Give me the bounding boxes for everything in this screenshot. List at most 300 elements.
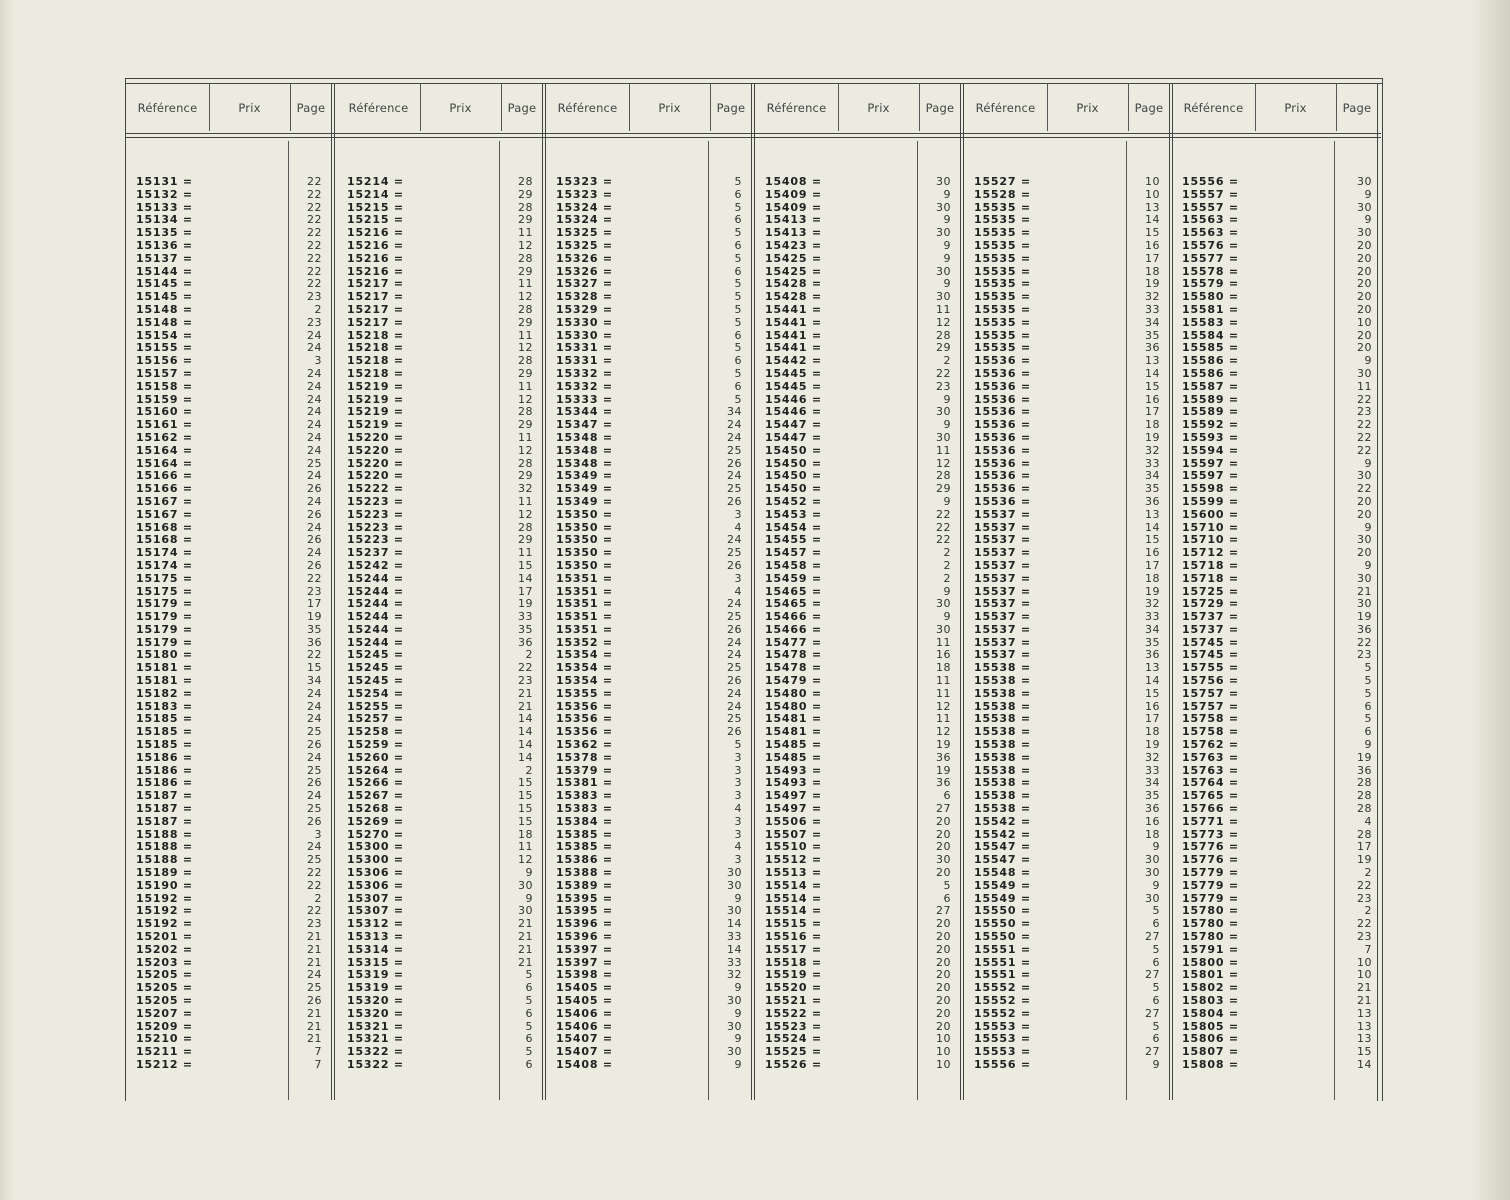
table-row: [755, 752, 961, 765]
table-row: [126, 611, 332, 624]
page-number: 9: [943, 213, 951, 227]
page-number: 10: [1145, 187, 1160, 201]
reference-number: 15757 =: [1182, 686, 1239, 700]
reference-number: 15354 =: [556, 661, 613, 675]
page-number: 6: [1152, 1032, 1160, 1046]
page-number: 22: [307, 571, 322, 585]
table-row: [1172, 880, 1378, 893]
reference-number: 15175 =: [136, 584, 193, 598]
table-row: [755, 611, 961, 624]
table-row: [337, 803, 543, 816]
reference-number: 15710 =: [1182, 533, 1239, 547]
reference-number: 15780 =: [1182, 917, 1239, 931]
reference-number: 15600 =: [1182, 507, 1239, 521]
reference-number: 15409 =: [765, 200, 822, 214]
reference-number: 15192 =: [136, 891, 193, 905]
column-group-1: [126, 83, 332, 1100]
reference-number: 15423 =: [765, 238, 822, 252]
reference-number: 15219 =: [347, 392, 404, 406]
page-number: 20: [1357, 328, 1372, 342]
page-number: 19: [1357, 750, 1372, 764]
table-row: [964, 867, 1170, 880]
page-number: 19: [1145, 738, 1160, 752]
table-row: [1172, 624, 1378, 637]
table-row: [546, 176, 752, 189]
page-number: 15: [1145, 379, 1160, 393]
page-number: 13: [1145, 507, 1160, 521]
reference-number: 15805 =: [1182, 1019, 1239, 1033]
reference-number: 15135 =: [136, 226, 193, 240]
reference-number: 15314 =: [347, 942, 404, 956]
table-row: [755, 944, 961, 957]
page-number: 14: [727, 917, 742, 931]
reference-number: 15397 =: [556, 942, 613, 956]
page-number: 21: [307, 955, 322, 969]
row-list: [755, 176, 961, 1072]
reference-number: 15148 =: [136, 315, 193, 329]
page-number: 13: [1357, 1019, 1372, 1033]
page-number: 21: [307, 1019, 322, 1033]
page-number: 14: [1145, 674, 1160, 688]
page-number: 22: [936, 520, 951, 534]
table-row: [126, 1008, 332, 1021]
page-number: 22: [518, 661, 533, 675]
table-row: [964, 509, 1170, 522]
page-number: 12: [518, 507, 533, 521]
reference-number: 15516 =: [765, 930, 822, 944]
reference-number: 15144 =: [136, 264, 193, 278]
table-row: [126, 739, 332, 752]
reference-number: 15168 =: [136, 520, 193, 534]
table-row: [337, 624, 543, 637]
page-number: 16: [1145, 546, 1160, 560]
page-number: 25: [307, 763, 322, 777]
reference-number: 15396 =: [556, 917, 613, 931]
reference-number: 15181 =: [136, 674, 193, 688]
reference-number: 15201 =: [136, 930, 193, 944]
table-row: [546, 624, 752, 637]
reference-number: 15537 =: [974, 546, 1031, 560]
reference-number: 15536 =: [974, 354, 1031, 368]
reference-number: 15220 =: [347, 443, 404, 457]
reference-number: 15219 =: [347, 379, 404, 393]
page-number: 9: [1364, 187, 1372, 201]
reference-number: 15776 =: [1182, 840, 1239, 854]
reference-number: 15219 =: [347, 405, 404, 419]
reference-number: 15450 =: [765, 482, 822, 496]
table-row: [964, 752, 1170, 765]
page-number: 28: [518, 520, 533, 534]
header-divider: [919, 83, 920, 131]
reference-number: 15355 =: [556, 686, 613, 700]
page-number: 36: [1145, 648, 1160, 662]
reference-number: 15480 =: [765, 699, 822, 713]
page-number: 5: [734, 341, 742, 355]
table-row: [1172, 752, 1378, 765]
reference-number: 15356 =: [556, 725, 613, 739]
page-number: 19: [1145, 277, 1160, 291]
reference-number: 15167 =: [136, 507, 193, 521]
reference-number: 15771 =: [1182, 814, 1239, 828]
reference-number: 15327 =: [556, 277, 613, 291]
reference-number: 15190 =: [136, 878, 193, 892]
reference-number: 15536 =: [974, 482, 1031, 496]
table-row: [546, 803, 752, 816]
page-number: 15: [1145, 533, 1160, 547]
page-number: 30: [936, 597, 951, 611]
reference-number: 15405 =: [556, 981, 613, 995]
table-row: [755, 867, 961, 880]
reference-number: 15209 =: [136, 1019, 193, 1033]
reference-number: 15203 =: [136, 955, 193, 969]
reference-number: 15395 =: [556, 891, 613, 905]
reference-number: 15306 =: [347, 866, 404, 880]
reference-number: 15133 =: [136, 200, 193, 214]
reference-number: 15450 =: [765, 443, 822, 457]
page-number: 23: [936, 379, 951, 393]
page-number: 22: [307, 904, 322, 918]
table-row: [1172, 816, 1378, 829]
reference-number: 15264 =: [347, 763, 404, 777]
page-number: 3: [734, 750, 742, 764]
page-number: 23: [1357, 648, 1372, 662]
table-row: [1172, 176, 1378, 189]
page-number: 21: [307, 930, 322, 944]
reference-number: 15166 =: [136, 469, 193, 483]
reference-number: 15326 =: [556, 251, 613, 265]
reference-number: 15552 =: [974, 994, 1031, 1007]
page-number: 24: [727, 597, 742, 611]
page-number: 12: [518, 443, 533, 457]
table-row: [126, 176, 332, 189]
page-number: 33: [727, 955, 742, 969]
reference-number: 15536 =: [974, 392, 1031, 406]
reference-number: 15207 =: [136, 1006, 193, 1020]
page-number: 22: [307, 878, 322, 892]
reference-number: 15244 =: [347, 622, 404, 636]
reference-number: 15385 =: [556, 827, 613, 841]
column-group-4: [755, 83, 961, 1100]
page-number: 5: [734, 366, 742, 380]
page-number: 3: [734, 507, 742, 521]
page-number: 19: [936, 763, 951, 777]
reference-number: 15551 =: [974, 955, 1031, 969]
table-row: [337, 317, 543, 330]
reference-number: 15215 =: [347, 200, 404, 214]
page-number: 12: [936, 725, 951, 739]
page-number: 24: [307, 443, 322, 457]
table-row: [546, 509, 752, 522]
reference-number: 15480 =: [765, 686, 822, 700]
reference-number: 15269 =: [347, 814, 404, 828]
reference-number: 15756 =: [1182, 674, 1239, 688]
table-row: [126, 803, 332, 816]
page-number: 9: [943, 277, 951, 291]
reference-number: 15579 =: [1182, 277, 1239, 291]
reference-number: 15175 =: [136, 571, 193, 585]
page-number: 13: [1145, 200, 1160, 214]
header-reference: Référence: [1183, 101, 1244, 115]
reference-number: 15536 =: [974, 443, 1031, 457]
reference-number: 15244 =: [347, 571, 404, 585]
page-number: 28: [518, 405, 533, 419]
page-number: 36: [1145, 494, 1160, 508]
page-number: 24: [727, 418, 742, 432]
page-number: 20: [936, 942, 951, 956]
page-number: 11: [518, 430, 533, 444]
page-number: 13: [1145, 354, 1160, 368]
reference-number: 15537 =: [974, 571, 1031, 585]
table-row: [755, 483, 961, 496]
reference-number: 15514 =: [765, 891, 822, 905]
page-number: 17: [1145, 405, 1160, 419]
page-number: 13: [1357, 1006, 1372, 1020]
page-number: 28: [1357, 802, 1372, 816]
reference-number: 15183 =: [136, 699, 193, 713]
reference-number: 15755 =: [1182, 661, 1239, 675]
page-number: 5: [734, 392, 742, 406]
page-number: 25: [307, 725, 322, 739]
header-reference: Référence: [137, 101, 198, 115]
page-number: 34: [1145, 622, 1160, 636]
page-number: 25: [307, 802, 322, 816]
page-number: 14: [1145, 366, 1160, 380]
page-number: 5: [1364, 674, 1372, 688]
reference-number: 15188 =: [136, 853, 193, 867]
page-number: 11: [518, 328, 533, 342]
table-row: [546, 752, 752, 765]
page-number: 25: [727, 712, 742, 726]
page-number: 25: [307, 456, 322, 470]
table-row: [755, 253, 961, 266]
reference-number: 15185 =: [136, 712, 193, 726]
page-number: 10: [936, 1045, 951, 1059]
table-row: [1172, 483, 1378, 496]
page-number: 9: [943, 238, 951, 252]
reference-number: 15181 =: [136, 661, 193, 675]
reference-number: 15378 =: [556, 750, 613, 764]
page-number: 26: [727, 674, 742, 688]
reference-number: 15765 =: [1182, 789, 1239, 803]
reference-number: 15557 =: [1182, 200, 1239, 214]
reference-number: 15356 =: [556, 712, 613, 726]
reference-number: 15804 =: [1182, 1006, 1239, 1020]
reference-number: 15158 =: [136, 379, 193, 393]
reference-number: 15538 =: [974, 802, 1031, 816]
page-number: 3: [734, 763, 742, 777]
reference-number: 15214 =: [347, 187, 404, 201]
table-row: [337, 432, 543, 445]
table-row: [546, 573, 752, 586]
reference-number: 15524 =: [765, 1032, 822, 1046]
page-number: 24: [727, 648, 742, 662]
table-row: [546, 1059, 752, 1072]
page-number: 18: [518, 827, 533, 841]
page-number: 14: [518, 738, 533, 752]
table-row: [546, 675, 752, 688]
reference-number: 15712 =: [1182, 546, 1239, 560]
page-number: 28: [518, 302, 533, 316]
reference-number: 15223 =: [347, 507, 404, 521]
reference-number: 15192 =: [136, 917, 193, 931]
reference-number: 15583 =: [1182, 315, 1239, 329]
page-number: 2: [1364, 866, 1372, 880]
reference-number: 15763 =: [1182, 750, 1239, 764]
page-number: 16: [1145, 238, 1160, 252]
page-number: 30: [1357, 175, 1372, 188]
page-number: 22: [307, 866, 322, 880]
header-reference: Référence: [766, 101, 827, 115]
reference-number: 15242 =: [347, 558, 404, 572]
page-number: 5: [525, 994, 533, 1007]
page-number: 12: [518, 238, 533, 252]
table-row: [755, 880, 961, 893]
header-divider: [290, 83, 291, 131]
table-row: [337, 381, 543, 394]
reference-number: 15245 =: [347, 648, 404, 662]
reference-number: 15351 =: [556, 622, 613, 636]
page-number: 22: [1357, 482, 1372, 496]
reference-number: 15259 =: [347, 738, 404, 752]
table-row: [1172, 496, 1378, 509]
header-prix: Prix: [658, 101, 681, 115]
page-number: 5: [734, 175, 742, 188]
page-number: 11: [518, 494, 533, 508]
table-row: [964, 931, 1170, 944]
page-number: 5: [734, 302, 742, 316]
reference-number: 15407 =: [556, 1045, 613, 1059]
page-number: 6: [525, 981, 533, 995]
table-row: [337, 944, 543, 957]
reference-number: 15550 =: [974, 930, 1031, 944]
page-number: 21: [518, 917, 533, 931]
reference-number: 15312 =: [347, 917, 404, 931]
page-number: 11: [936, 686, 951, 700]
reference-number: 15322 =: [347, 1045, 404, 1059]
page-number: 26: [307, 533, 322, 547]
page-number: 28: [518, 456, 533, 470]
page-number: 26: [727, 456, 742, 470]
page-number: 24: [307, 546, 322, 560]
reference-number: 15513 =: [765, 866, 822, 880]
reference-number: 15535 =: [974, 302, 1031, 316]
table-row: [755, 816, 961, 829]
table-row: [126, 675, 332, 688]
page-number: 26: [307, 507, 322, 521]
page-number: 23: [307, 584, 322, 598]
page-number: 2: [314, 891, 322, 905]
table-row: [546, 931, 752, 944]
header-reference: Référence: [348, 101, 409, 115]
reference-number: 15218 =: [347, 366, 404, 380]
table-row: [1172, 304, 1378, 317]
reference-number: 15493 =: [765, 763, 822, 777]
table-row: [755, 1008, 961, 1021]
reference-number: 15326 =: [556, 264, 613, 278]
reference-number: 15536 =: [974, 366, 1031, 380]
reference-number: 15351 =: [556, 571, 613, 585]
page-number: 30: [1145, 891, 1160, 905]
page-number: 7: [1364, 942, 1372, 956]
page-number: 15: [1145, 686, 1160, 700]
reference-number: 15550 =: [974, 904, 1031, 918]
page-number: 11: [518, 840, 533, 854]
page-number: 11: [936, 443, 951, 457]
page-number: 6: [734, 187, 742, 201]
reference-number: 15185 =: [136, 725, 193, 739]
page-number: 28: [936, 328, 951, 342]
page-number: 22: [1357, 878, 1372, 892]
reference-number: 15186 =: [136, 750, 193, 764]
page-number: 24: [307, 789, 322, 803]
reference-number: 15563 =: [1182, 226, 1239, 240]
page-number: 30: [1357, 226, 1372, 240]
page-number: 16: [1145, 392, 1160, 406]
page-number: 16: [936, 648, 951, 662]
page-number: 7: [314, 1057, 322, 1071]
page-number: 25: [727, 610, 742, 624]
page-number: 11: [518, 226, 533, 240]
table-row: [337, 1059, 543, 1072]
reference-number: 15156 =: [136, 354, 193, 368]
page-number: 16: [1145, 814, 1160, 828]
header-divider: [209, 83, 210, 131]
reference-number: 15244 =: [347, 597, 404, 611]
page-number: 21: [1357, 981, 1372, 995]
table-row: [1172, 675, 1378, 688]
reference-number: 15537 =: [974, 558, 1031, 572]
table-row: [337, 240, 543, 253]
page-number: 15: [1145, 226, 1160, 240]
reference-number: 15446 =: [765, 392, 822, 406]
reference-number: 15217 =: [347, 315, 404, 329]
row-list: [546, 176, 752, 1072]
reference-number: 15538 =: [974, 776, 1031, 790]
page-number: 3: [734, 789, 742, 803]
table-row: [337, 253, 543, 266]
reference-number: 15313 =: [347, 930, 404, 944]
page-number: 5: [525, 1045, 533, 1059]
reference-number: 15538 =: [974, 712, 1031, 726]
reference-number: 15458 =: [765, 558, 822, 572]
reference-number: 15452 =: [765, 494, 822, 508]
reference-number: 15174 =: [136, 546, 193, 560]
page-number: 30: [1357, 200, 1372, 214]
reference-number: 15217 =: [347, 302, 404, 316]
reference-number: 15597 =: [1182, 469, 1239, 483]
reference-number: 15589 =: [1182, 405, 1239, 419]
page-number: 19: [1145, 430, 1160, 444]
page-number: 24: [307, 418, 322, 432]
table-row: [546, 253, 752, 266]
reference-number: 15542 =: [974, 827, 1031, 841]
table-row: [964, 739, 1170, 752]
reference-number: 15466 =: [765, 610, 822, 624]
reference-number: 15802 =: [1182, 981, 1239, 995]
reference-number: 15354 =: [556, 674, 613, 688]
table-row: [1172, 688, 1378, 701]
page-number: 12: [936, 699, 951, 713]
page-number: 27: [936, 802, 951, 816]
page-number: 22: [1357, 392, 1372, 406]
page-number: 28: [1357, 776, 1372, 790]
page-number: 5: [1152, 904, 1160, 918]
reference-number: 15578 =: [1182, 264, 1239, 278]
table-row: [546, 432, 752, 445]
page-number: 11: [936, 674, 951, 688]
page-number: 20: [936, 994, 951, 1007]
page-number: 9: [734, 1006, 742, 1020]
